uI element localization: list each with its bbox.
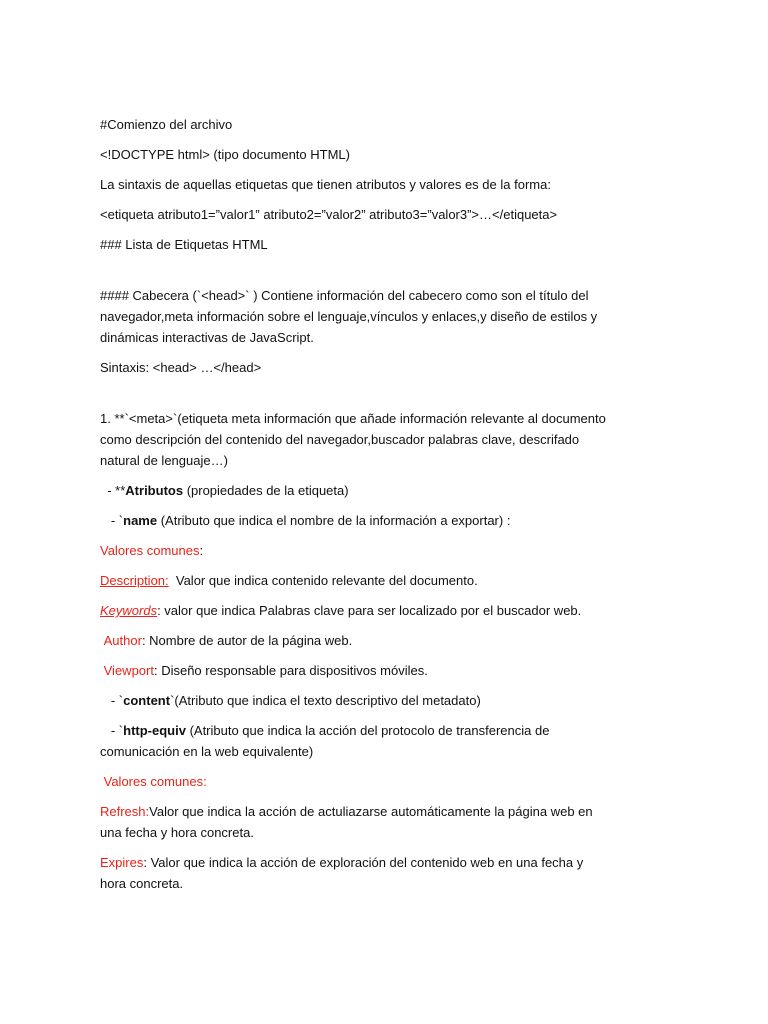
- http-equiv-attribute-line: [100, 720, 610, 762]
- name-desc: (Atributo que indica el nombre de la información a exportar) :: [157, 513, 511, 528]
- expires-label: Expires: [100, 855, 144, 870]
- refresh-label: Refresh:: [100, 804, 150, 819]
- common-values-heading: [100, 540, 610, 561]
- http-equiv-desc: (Atributo que indica la acción del protocolo de transferencia de comunicación en la web equivalente): [100, 723, 554, 759]
- head-section-paragraph: #### Cabecera (`<head>` ) Contiene información del cabecero como son el título del navegador,meta información sobre el lenguaje,vínculos y enlaces,y diseño de estilos y dinámicas interactivas de JavaScript.: [100, 288, 601, 345]
- http-equiv-prefix: - `: [100, 723, 124, 738]
- doctype-line: <!DOCTYPE html> (tipo documento HTML): [100, 147, 350, 162]
- author-value-line: [100, 630, 610, 651]
- meta-item-paragraph: 1. **`<meta>`(etiqueta meta información que añade información relevante al documento como descripción del contenido del navegador,buscador palabras clave, descrifado natural de lenguaje…): [100, 411, 610, 468]
- viewport-label: Viewport: [100, 663, 154, 678]
- common-values-label-2: Valores comunes:: [100, 774, 207, 789]
- author-label: Author: [100, 633, 142, 648]
- expires-value-line: [100, 852, 610, 894]
- attributes-line: [100, 480, 610, 501]
- name-prefix: - `: [100, 513, 124, 528]
- description-value-line: [100, 570, 610, 591]
- content-prefix: - `: [100, 693, 124, 708]
- content-desc: `(Atributo que indica el texto descriptivo del metadato): [170, 693, 481, 708]
- spacer: [100, 264, 610, 285]
- http-equiv-label: http-equiv: [123, 723, 186, 738]
- spacer: [100, 387, 610, 408]
- description-label: Description:: [100, 573, 169, 588]
- name-label: name: [123, 513, 158, 528]
- name-attribute-line: [100, 510, 610, 531]
- syntax-intro: La sintaxis de aquellas etiquetas que tienen atributos y valores es de la forma:: [100, 177, 551, 192]
- head-syntax-line: Sintaxis: <head> …</head>: [100, 360, 262, 375]
- document-body: [100, 114, 610, 903]
- viewport-desc: : Diseño responsable para dispositivos móviles.: [153, 663, 428, 678]
- refresh-desc: Valor que indica la acción de actuliazarse automáticamente la página web en una fecha y hora concreta.: [100, 804, 597, 840]
- viewport-value-line: [100, 660, 610, 681]
- content-attribute-line: [100, 690, 610, 711]
- author-desc: : Nombre de autor de la página web.: [141, 633, 353, 648]
- description-desc: Valor que indica contenido relevante del documento.: [168, 573, 478, 588]
- refresh-value-line: [100, 801, 610, 843]
- attributes-label: Atributos: [125, 483, 184, 498]
- tag-list-heading: ### Lista de Etiquetas HTML: [100, 237, 268, 252]
- syntax-example: <etiqueta atributo1=”valor1” atributo2=”valor2” atributo3=”valor3”>…</etiqueta>: [100, 207, 558, 222]
- keywords-desc: : valor que indica Palabras clave para ser localizado por el buscador web.: [157, 603, 582, 618]
- common-values-heading-2: [100, 771, 610, 792]
- common-values-label: Valores comunes: [100, 543, 200, 558]
- expires-desc: : Valor que indica la acción de exploración del contenido web en una fecha y hora concreta.: [100, 855, 587, 891]
- keywords-label: Keywords: [100, 603, 158, 618]
- attributes-desc: (propiedades de la etiqueta): [183, 483, 349, 498]
- attributes-prefix: - **: [100, 483, 126, 498]
- keywords-value-line: [100, 600, 610, 621]
- content-label: content: [123, 693, 171, 708]
- common-values-colon: :: [199, 543, 204, 558]
- file-start-heading: #Comienzo del archivo: [100, 117, 233, 132]
